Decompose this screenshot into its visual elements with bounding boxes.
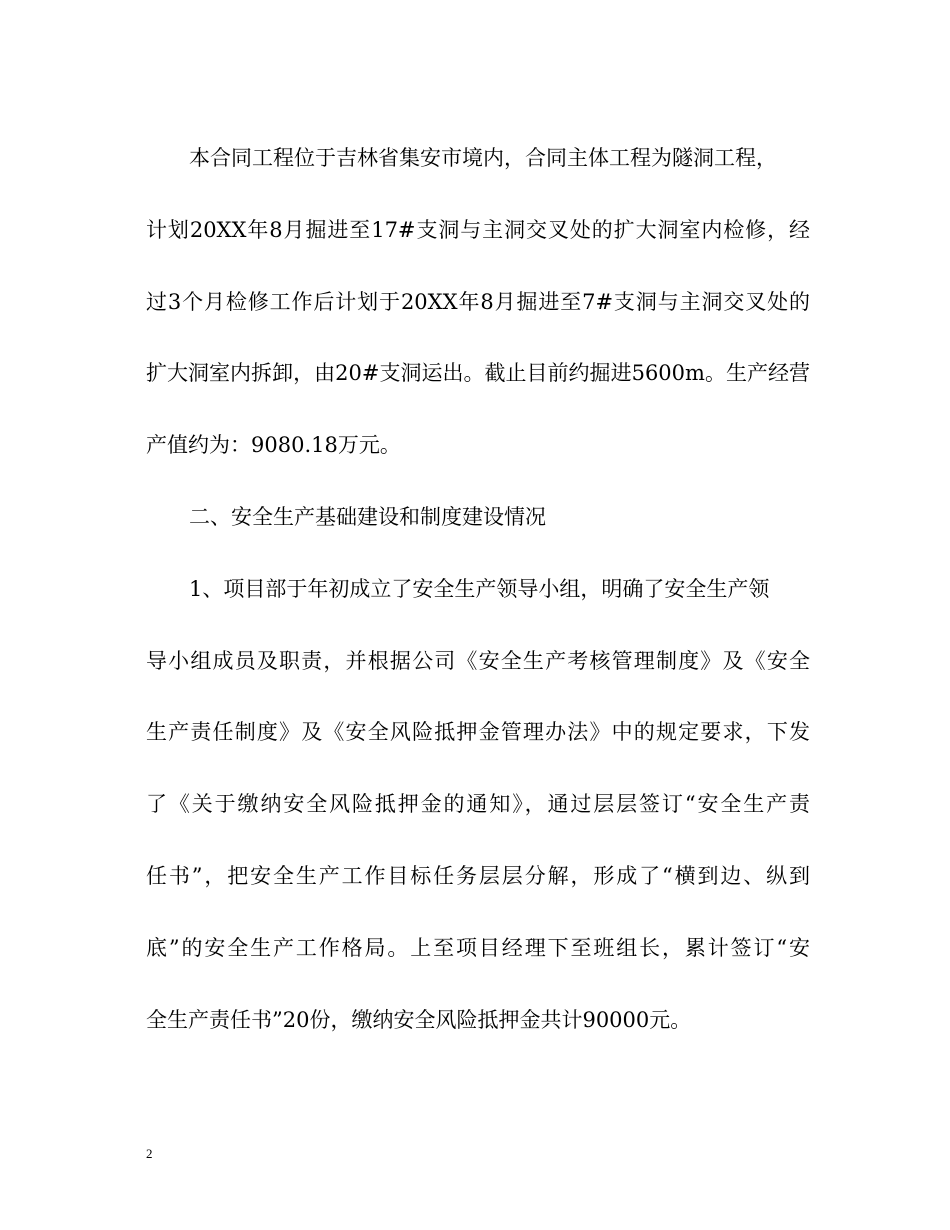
- paragraph-line: 了《关于缴纳安全风险抵押金的通知》，通过层层签订“安全生产责: [146, 792, 810, 817]
- paragraph-line: 本合同工程位于吉林省集安市境内，合同主体工程为隧洞工程，: [189, 146, 777, 170]
- paragraph-line: 生产责任制度》及《安全风险抵押金管理办法》中的规定要求，下发: [146, 720, 810, 745]
- document-body: [146, 134, 810, 1067]
- paragraph-line: 全生产责任书”20份，缴纳安全风险抵押金共计90000元。: [146, 1007, 692, 1032]
- section-heading: 二、安全生产基础建设和制度建设情况: [189, 504, 546, 529]
- paragraph-line: 导小组成员及职责，并根据公司《安全生产考核管理制度》及《安全: [146, 648, 810, 673]
- paragraph-line: 任书”，把安全生产工作目标任务层层分解，形成了“横到边、纵到: [146, 863, 810, 888]
- paragraph-line: 扩大洞室内拆卸，由20#支洞运出。截止目前约掘进5600m。生产经营: [146, 361, 810, 386]
- page-number: 2: [146, 1146, 153, 1161]
- paragraph-line: 过3个月检修工作后计划于20XX年8月掘进至7#支洞与主洞交叉处的: [146, 289, 810, 314]
- paragraph-line: 底”的安全生产工作格局。上至项目经理下至班组长，累计签订“安: [146, 935, 810, 960]
- paragraph-line: 1、项目部于年初成立了安全生产领导小组，明确了安全生产领: [189, 576, 770, 601]
- paragraph-line: 计划20XX年8月掘进至17#支洞与主洞交叉处的扩大洞室内检修，经: [146, 217, 810, 242]
- paragraph-line: 产值约为：9080.18万元。: [146, 433, 401, 458]
